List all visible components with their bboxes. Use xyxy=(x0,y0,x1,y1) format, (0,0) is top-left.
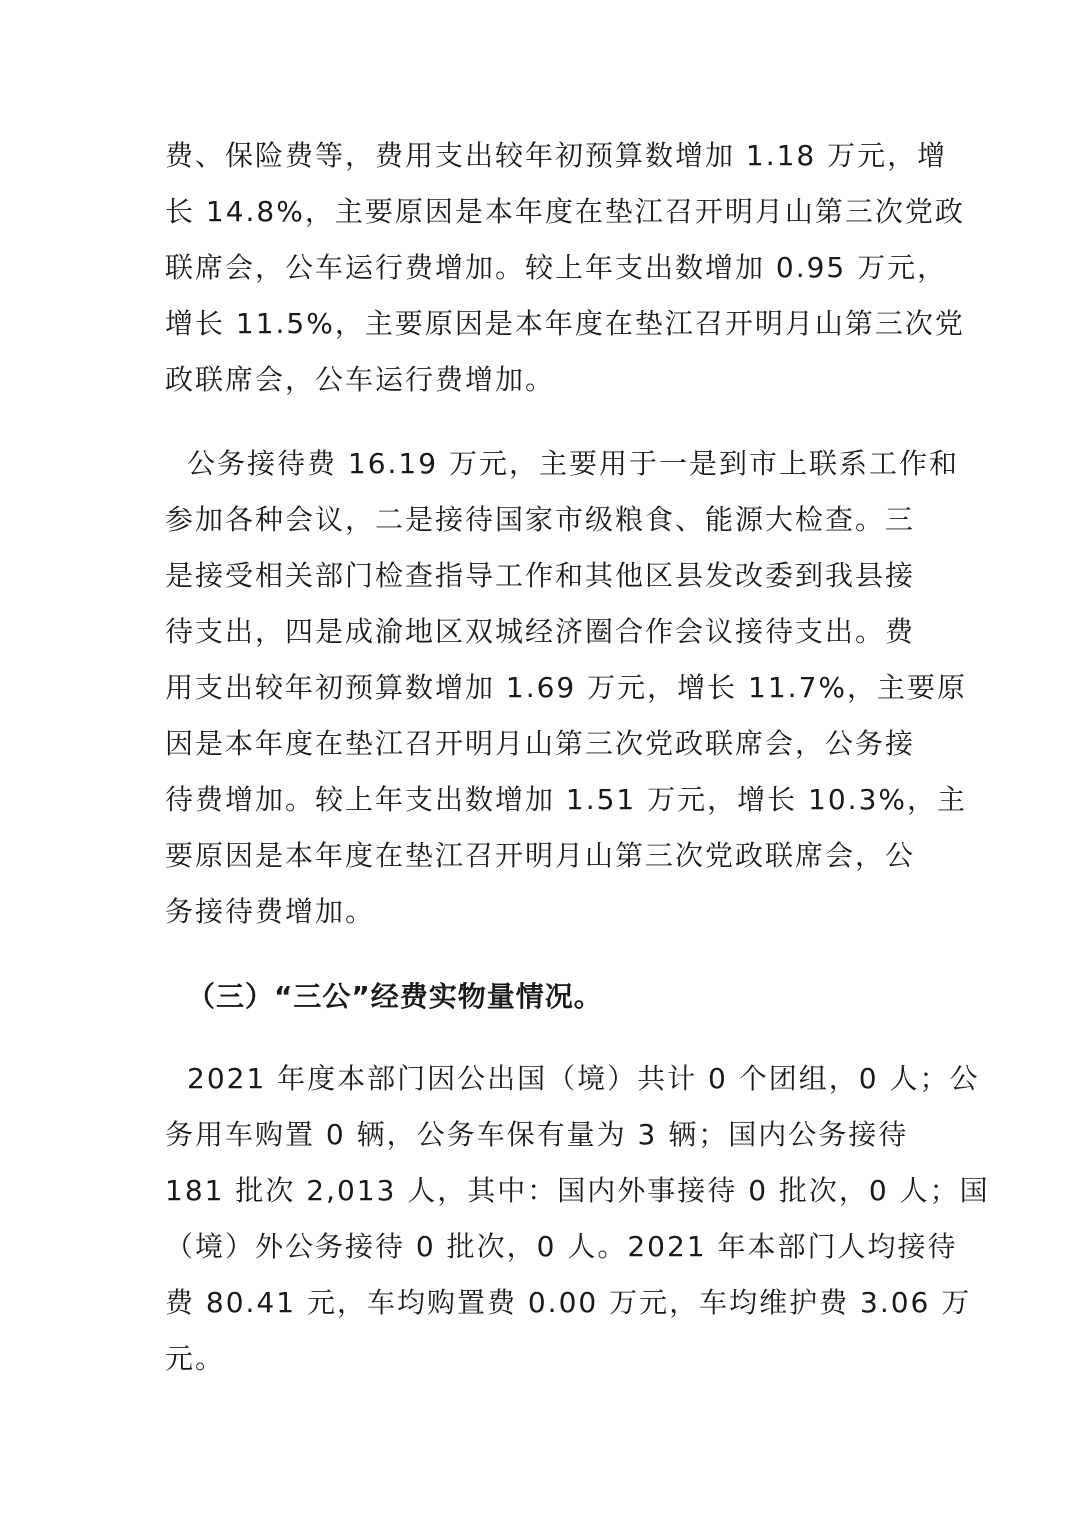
paragraph-1-line-2: 长 14.8%，主要原因是本年度在垫江召开明月山第三次党政 xyxy=(165,195,965,228)
paragraph-3-line-6: 元。 xyxy=(165,1342,226,1375)
paragraph-3-line-4: （境）外公务接待 0 批次，0 人。2021 年本部门人均接待 xyxy=(165,1230,958,1263)
paragraph-3-line-3: 181 批次 2,013 人，其中：国内外事接待 0 批次，0 人；国 xyxy=(165,1174,990,1207)
paragraph-2-line-6: 因是本年度在垫江召开明月山第三次党政联席会，公务接 xyxy=(165,727,916,760)
paragraph-1-line-3: 联席会，公车运行费增加。较上年支出数增加 0.95 万元， xyxy=(165,251,948,284)
paragraph-1-line-5: 政联席会，公车运行费增加。 xyxy=(165,363,556,396)
paragraph-2-line-8: 要原因是本年度在垫江召开明月山第三次党政联席会，公 xyxy=(165,839,916,872)
paragraph-2-line-1: 公务接待费 16.19 万元，主要用于一是到市上联系工作和 xyxy=(187,447,959,480)
paragraph-2-line-2: 参加各种会议，二是接待国家市级粮食、能源大检查。三 xyxy=(165,503,916,536)
paragraph-2-line-3: 是接受相关部门检查指导工作和其他区县发改委到我县接 xyxy=(165,559,916,592)
paragraph-3-line-5: 费 80.41 元，车均购置费 0.00 万元，车均维护费 3.06 万 xyxy=(165,1286,972,1319)
paragraph-1-line-1: 费、保险费等，费用支出较年初预算数增加 1.18 万元，增 xyxy=(165,139,948,172)
paragraph-2-line-5: 用支出较年初预算数增加 1.69 万元，增长 11.7%，主要原 xyxy=(165,671,967,704)
paragraph-1-line-4: 增长 11.5%，主要原因是本年度在垫江召开明月山第三次党 xyxy=(165,307,965,340)
paragraph-2-line-4: 待支出，四是成渝地区双城经济圈合作会议接待支出。费 xyxy=(165,615,916,648)
paragraph-2-line-7: 待费增加。较上年支出数增加 1.51 万元，增长 10.3%，主 xyxy=(165,783,967,816)
section-heading: （三）“三公”经费实物量情况。 xyxy=(187,980,603,1013)
paragraph-2-line-9: 务接待费增加。 xyxy=(165,895,376,928)
paragraph-3-line-2: 务用车购置 0 辆，公务车保有量为 3 辆；国内公务接待 xyxy=(165,1118,909,1151)
paragraph-3-line-1: 2021 年度本部门因公出国（境）共计 0 个团组，0 人；公 xyxy=(187,1062,980,1095)
